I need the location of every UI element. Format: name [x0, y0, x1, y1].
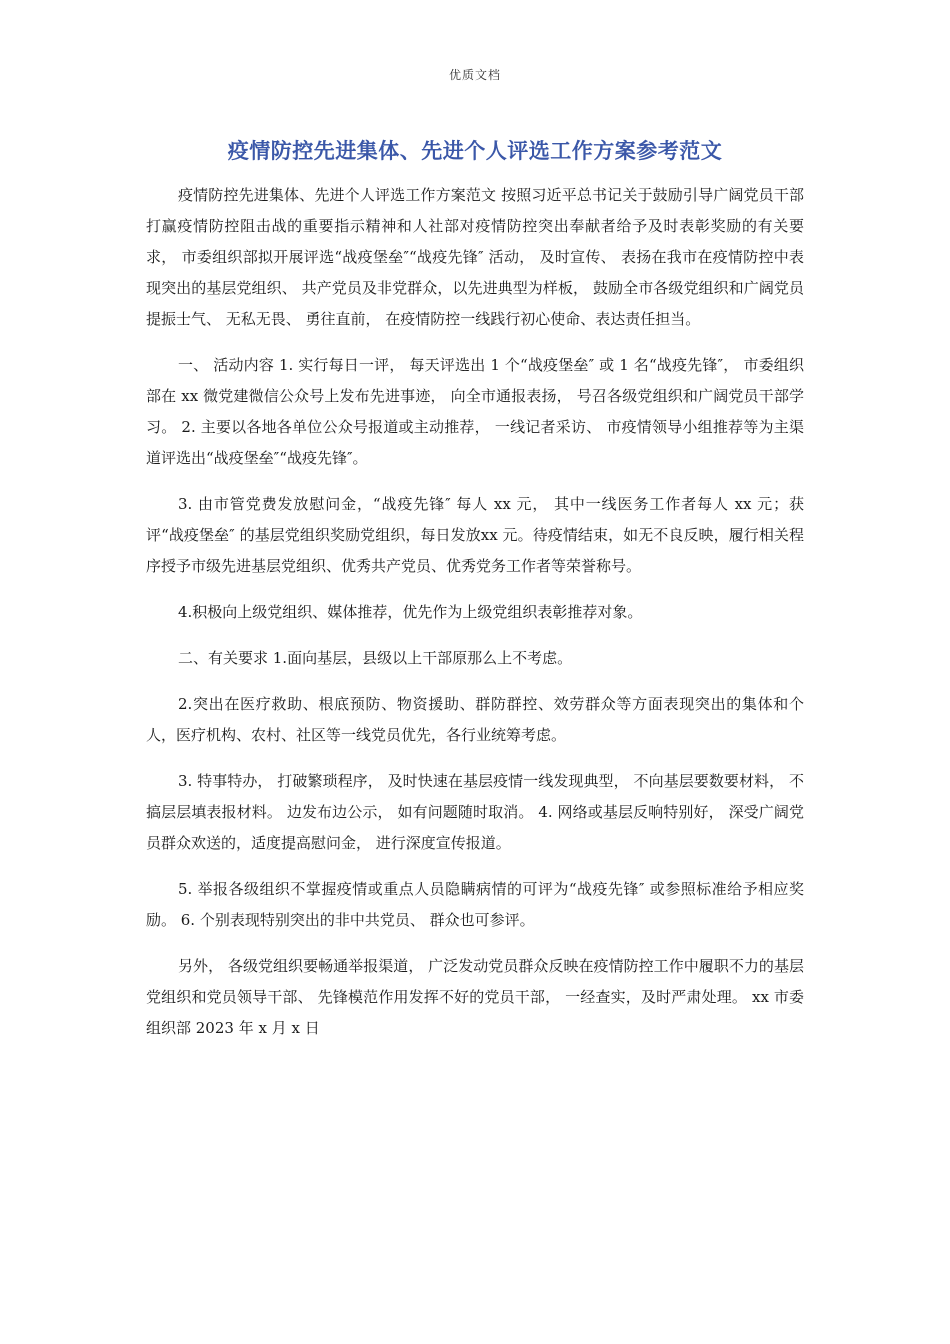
- paragraph: 3. 特事特办， 打破繁琐程序， 及时快速在基层疫情一线发现典型， 不向基层要数要材料， 不搞层层填表报材料。 边发布边公示， 如有问题随时取消。 4. 网络或基层反响特别好， 深受广阔党员群众欢送的，适度提高慰问金， 进行深度宣传报道。: [146, 772, 804, 852]
- paragraph: 一、 活动内容 1. 实行每日一评， 每天评选出 1 个“战疫堡垒″ 或 1 名“战疫先锋″， 市委组织部在 xx 微党建微信公众号上发布先进事迹， 向全市通报表扬， 号召各级党组织和广阔党员干部学习。 2. 主要以各地各单位公众号报道或主动推荐， 一线记者采访、 市疫情领导小组推荐等为主渠道评选出“战疫堡垒″“战疫先锋″。: [146, 356, 804, 467]
- document-body: [146, 180, 804, 1059]
- paragraph: 二、有关要求 1.面向基层，县级以上干部原那么上不考虑。: [178, 649, 573, 667]
- paragraph: 疫情防控先进集体、先进个人评选工作方案范文 按照习近平总书记关于鼓励引导广阔党员干部打赢疫情防控阻击战的重要指示精神和人社部对疫情防控突出奉献者给予及时表彰奖励的有关要求， 市委组织部拟开展评选“战疫堡垒″“战疫先锋″ 活动， 及时宣传、 表扬在我市在疫情防控中表现突出的基层党组织、 共产党员及非党群众，以先进典型为样板， 鼓励全市各级党组织和广阔党员提振士气、 无私无畏、 勇往直前， 在疫情防控一线践行初心使命、表达责任担当。: [146, 186, 804, 328]
- paragraph: 另外， 各级党组织要畅通举报渠道， 广泛发动党员群众反映在疫情防控工作中履职不力的基层党组织和党员领导干部、 先锋模范作用发挥不好的党员干部， 一经查实，及时严肃处理。 xx 市委组织部 2023 年 x 月 x 日: [146, 957, 804, 1037]
- paragraph: 5. 举报各级组织不掌握疫情或重点人员隐瞒病情的可评为“战疫先锋″ 或参照标准给予相应奖励。 6. 个别表现特别突出的非中共党员、 群众也可参评。: [146, 880, 804, 929]
- paragraph: 3. 由市管党费发放慰问金，“战疫先锋″ 每人 xx 元， 其中一线医务工作者每人 xx 元；获评“战疫堡垒″ 的基层党组织奖励党组织，每日发放xx 元。待疫情结束，如无不良反映，履行相关程序授予市级先进基层党组织、优秀共产党员、优秀党务工作者等荣誉称号。: [146, 495, 804, 575]
- paragraph: 2.突出在医疗救助、根底预防、物资援助、群防群控、效劳群众等方面表现突出的集体和个人，医疗机构、农村、社区等一线党员优先，各行业统筹考虑。: [146, 695, 804, 744]
- paragraph: 4.积极向上级党组织、媒体推荐，优先作为上级党组织表彰推荐对象。: [178, 603, 643, 621]
- page-header: 优质文档: [448, 68, 501, 82]
- document-title: 疫情防控先进集体、先进个人评选工作方案参考范文: [227, 139, 723, 163]
